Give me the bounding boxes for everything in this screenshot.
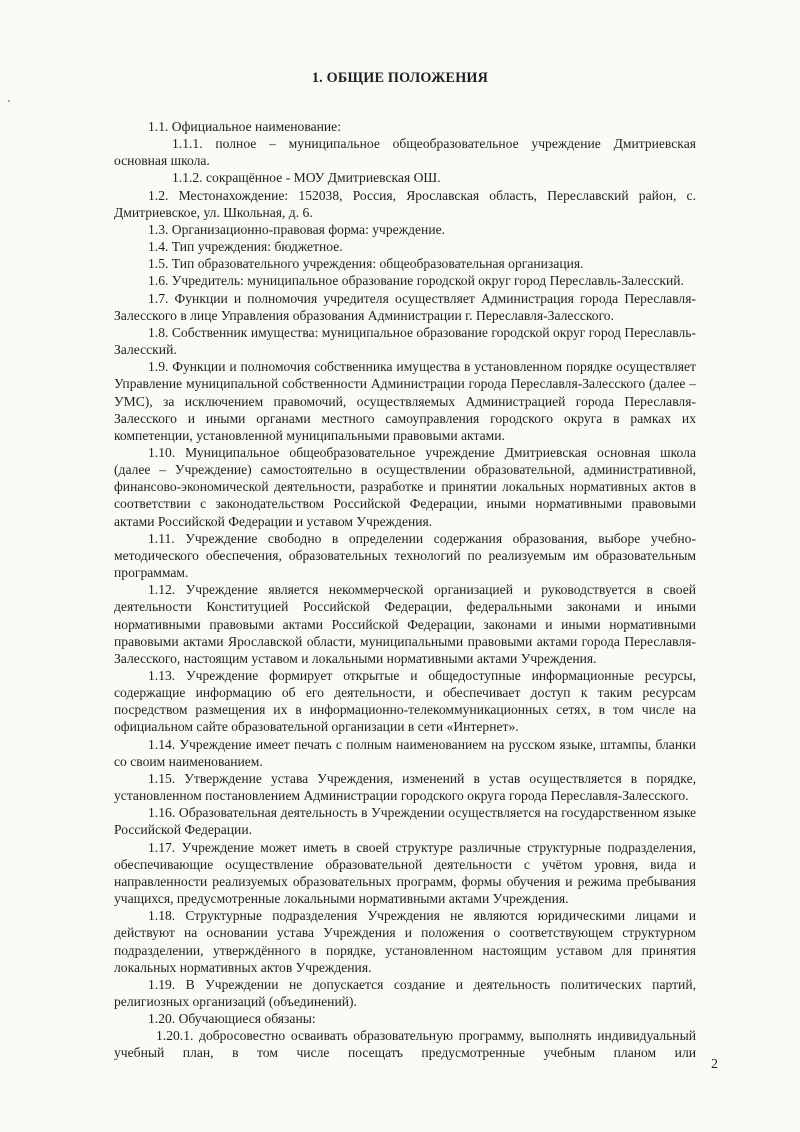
paragraph-1-16: 1.16. Образовательная деятельность в Учреждении осуществляется на государственном языке Российской Федерации.: [114, 805, 696, 838]
paragraph-1-15: 1.15. Утверждение устава Учреждения, изменений в устав осуществляется в порядке, установленном постановлением Администрации городского округа города Переславля-Залесского.: [114, 770, 696, 804]
paragraph-1-11: 1.11. Учреждение свободно в определении содержания образования, выборе учебно-методического обеспечения, образовательных технологий по реализуемым им образовательным программам.: [114, 530, 696, 581]
paragraph-1-5: 1.5. Тип образовательного учреждения: общеобразовательная организация.: [148, 256, 584, 272]
scan-speck: [8, 100, 10, 102]
paragraph-1-4: 1.4. Тип учреждения: бюджетное.: [148, 239, 343, 255]
paragraph-1-3: 1.3. Организационно-правовая форма: учреждение.: [148, 221, 446, 237]
paragraph-1-13: 1.13. Учреждение формирует открытые и общедоступные информационные ресурсы, содержащие информацию об его деятельности, и обеспечивает доступ к таким ресурсам посредством размещения их в информационно-телекоммуникационных сетях, в том числе на официальном сайте образовательной организации в сети «Интернет».: [114, 668, 696, 735]
paragraph-1-1-1: 1.1.1. полное – муниципальное общеобразовательное учреждение Дмитриевская основная школа.: [114, 136, 696, 169]
paragraph-1-12: 1.12. Учреждение является некоммерческой организацией и руководствуется в своей деятельности Конституцией Российской Федерации, федеральными законами и иными нормативными правовыми актами Российской Федерации, законами и иными нормативными правовыми актами Ярославской области, муниципальными правовыми актами города Переславля-Залесского, настоящим уставом и локальными нормативными актами Учреждения.: [114, 582, 696, 666]
paragraph-1-6: 1.6. Учредитель: муниципальное образование городской округ город Переславль-Залесский.: [148, 273, 684, 289]
paragraph-1-17: 1.17. Учреждение может иметь в своей структуре различные структурные подразделения, обеспечивающие осуществление образовательной деятельности с учётом уровня, вида и направленности реализуемых образовательных программ, формы обучения и режима пребывания учащихся, предусмотренные локальными нормативными актами Учреждения.: [114, 839, 696, 907]
paragraph-1-9: 1.9. Функции и полномочия собственника имущества в установленном порядке осуществляет Управление муниципальной собственности Администрации города Переславля-Залесского (далее – УМС), за исключением правомочий, осуществляемых Администрацией города Переславля-Залесского и иными органами местного самоуправления городского округа в рамках их компетенции, установленной муниципальными правовыми актами.: [114, 359, 696, 443]
paragraph-1-19: 1.19. В Учреждении не допускается создание и деятельность политических партий, религиозных организаций (объединений).: [114, 976, 696, 1009]
paragraph-1-7: 1.7. Функции и полномочия учредителя осуществляет Администрация города Переславля-Залесского в лице Управления образования Администрации г. Переславля-Залесского.: [114, 290, 696, 323]
paragraph-1-10: 1.10. Муниципальное общеобразовательное учреждение Дмитриевская основная школа (далее – Учреждение) самостоятельно в осуществлении образовательной, административной, финансово-экономической деятельности, разработке и принятии локальных нормативных актов в соответствии с законодательством Российской Федерации, иными нормативными правовыми актами Российской Федерации и уставом Учреждения.: [114, 444, 696, 529]
paragraph-1-1: 1.1. Официальное наименование:: [148, 119, 341, 134]
document-body: [114, 118, 696, 1062]
section-title: 1. ОБЩИЕ ПОЛОЖЕНИЯ: [311, 70, 489, 86]
paragraph-1-2: 1.2. Местонахождение: 152038, Россия, Ярославская область, Переславский район, с. Дмитриевское, ул. Школьная, д. 6.: [114, 187, 696, 220]
paragraph-1-20-1: 1.20.1. добросовестно осваивать образовательную программу, выполнять индивидуальный учебный план, в том числе посещать предусмотренные учебным планом или: [114, 1028, 696, 1061]
paragraph-1-20: 1.20. Обучающиеся обязаны:: [148, 1011, 316, 1027]
paragraph-1-1-2: 1.1.2. сокращённое - МОУ Дмитриевская ОШ.: [172, 170, 441, 186]
paragraph-1-14: 1.14. Учреждение имеет печать с полным наименованием на русском языке, штампы, бланки со своим наименованием.: [114, 736, 696, 769]
page-number: 2: [711, 1057, 718, 1072]
paragraph-1-18: 1.18. Структурные подразделения Учреждения не являются юридическими лицами и действуют на основании устава Учреждения и положения о соответствующем структурном подразделении, утверждённого в порядке, установленном настоящим уставом для принятия локальных нормативных актов Учреждения.: [114, 908, 696, 975]
paragraph-1-8: 1.8. Собственник имущества: муниципальное образование городской округ город Переславль-Залесский.: [114, 324, 696, 358]
